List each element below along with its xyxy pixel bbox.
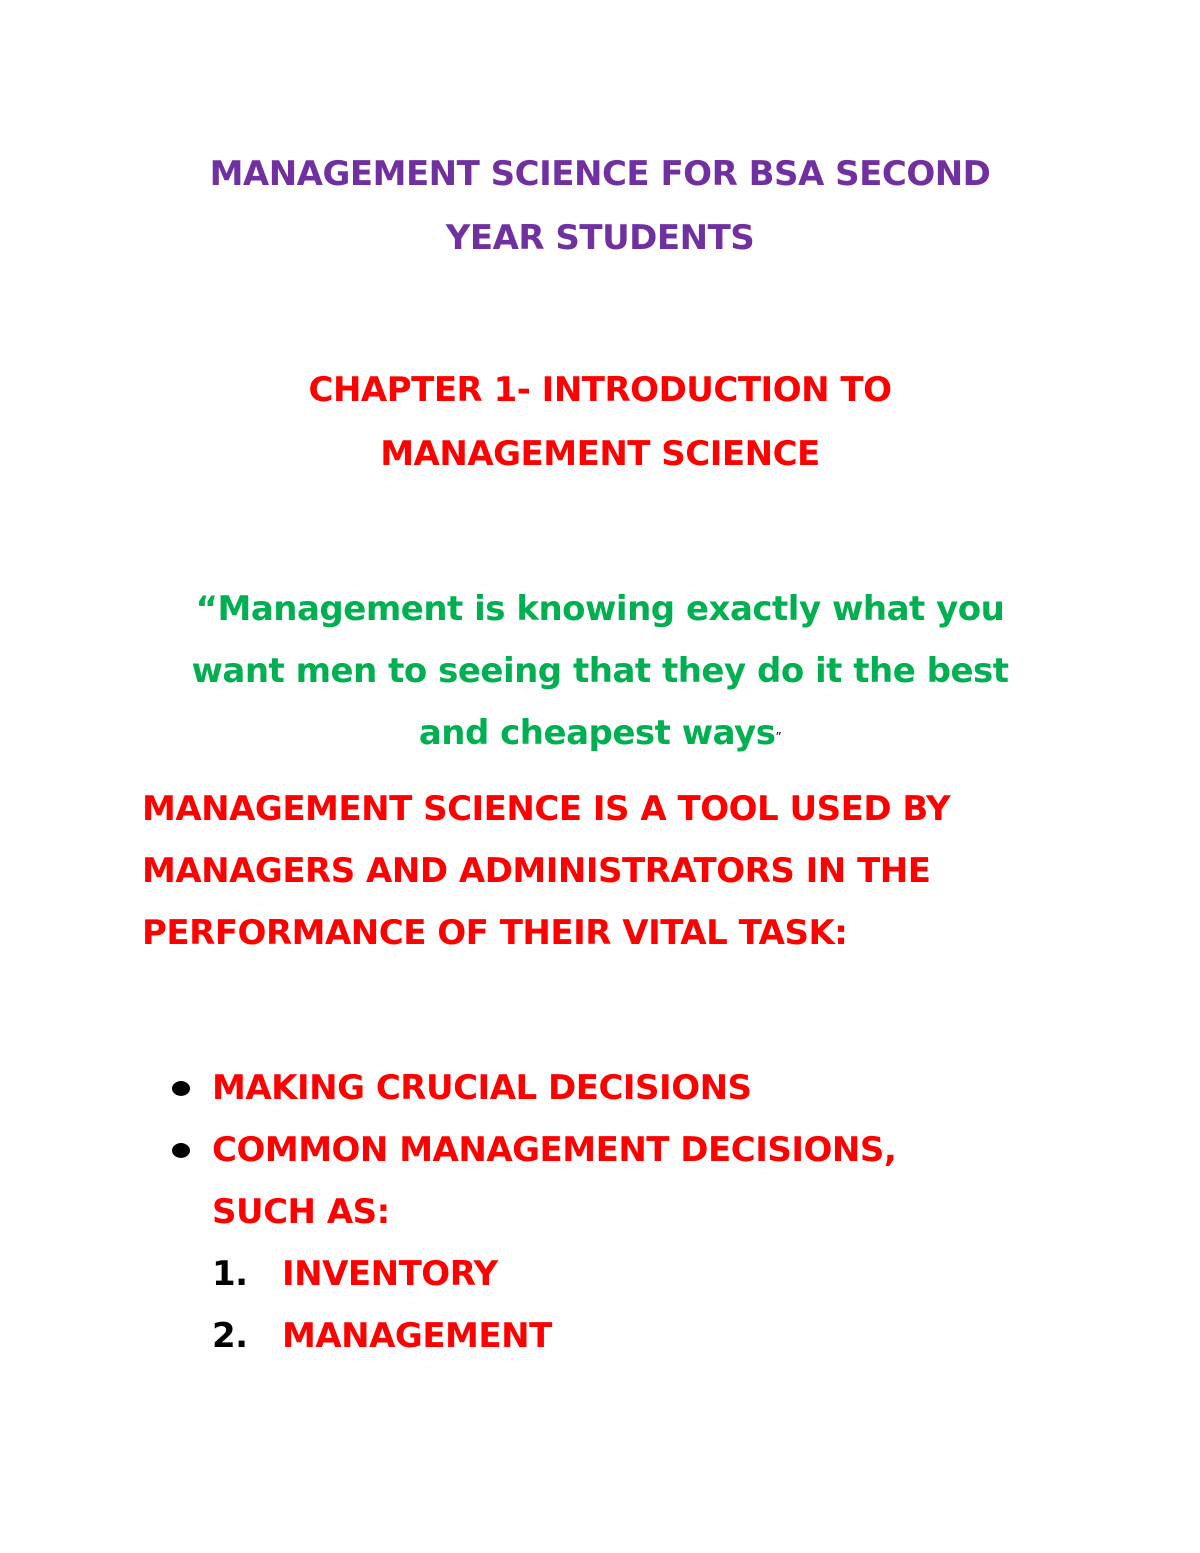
quote-line-3-text: and cheapest ways [418,713,776,753]
quote-line-2: want men to seeing that they do it the best [191,651,1009,691]
bullet-dot-icon [172,1143,190,1158]
chapter-line-2: MANAGEMENT SCIENCE [380,434,820,474]
title-line-1: MANAGEMENT SCIENCE FOR BSA SECOND [209,154,991,194]
bullet-text: MAKING CRUCIAL DECISIONS [212,1068,752,1108]
list-item [212,1243,552,1305]
quote-line-3 [160,702,1040,764]
statement-line-3: PERFORMANCE OF THEIR VITAL TASK: [142,913,848,953]
statement-line-2: MANAGERS AND ADMINISTRATORS IN THE [142,851,931,891]
list-number: 1. [212,1254,248,1294]
list-item [170,1057,1030,1119]
bullet-text: COMMON MANAGEMENT DECISIONS, [212,1130,897,1170]
quote-line-1: “Management is knowing exactly what you [195,589,1005,629]
list-item [212,1305,552,1367]
chapter-line-1: CHAPTER 1- INTRODUCTION TO [308,370,892,410]
bullet-text-continued: SUCH AS: [212,1192,390,1232]
document-title [0,142,1200,270]
list-item-label: INVENTORY [282,1254,498,1294]
chapter-heading [0,358,1200,486]
list-number: 2. [212,1316,248,1356]
statement-line-1: MANAGEMENT SCIENCE IS A TOOL USED BY [142,789,951,829]
bullet-dot-icon [172,1081,190,1096]
title-line-2: YEAR STUDENTS [445,218,755,258]
numbered-list [212,1243,552,1367]
management-quote [160,578,1040,764]
quote-close-mark: ” [775,730,782,744]
list-item-label: MANAGEMENT [282,1316,552,1356]
definition-statement [142,778,1042,964]
list-item [170,1119,1030,1243]
bullet-list [170,1057,1030,1243]
